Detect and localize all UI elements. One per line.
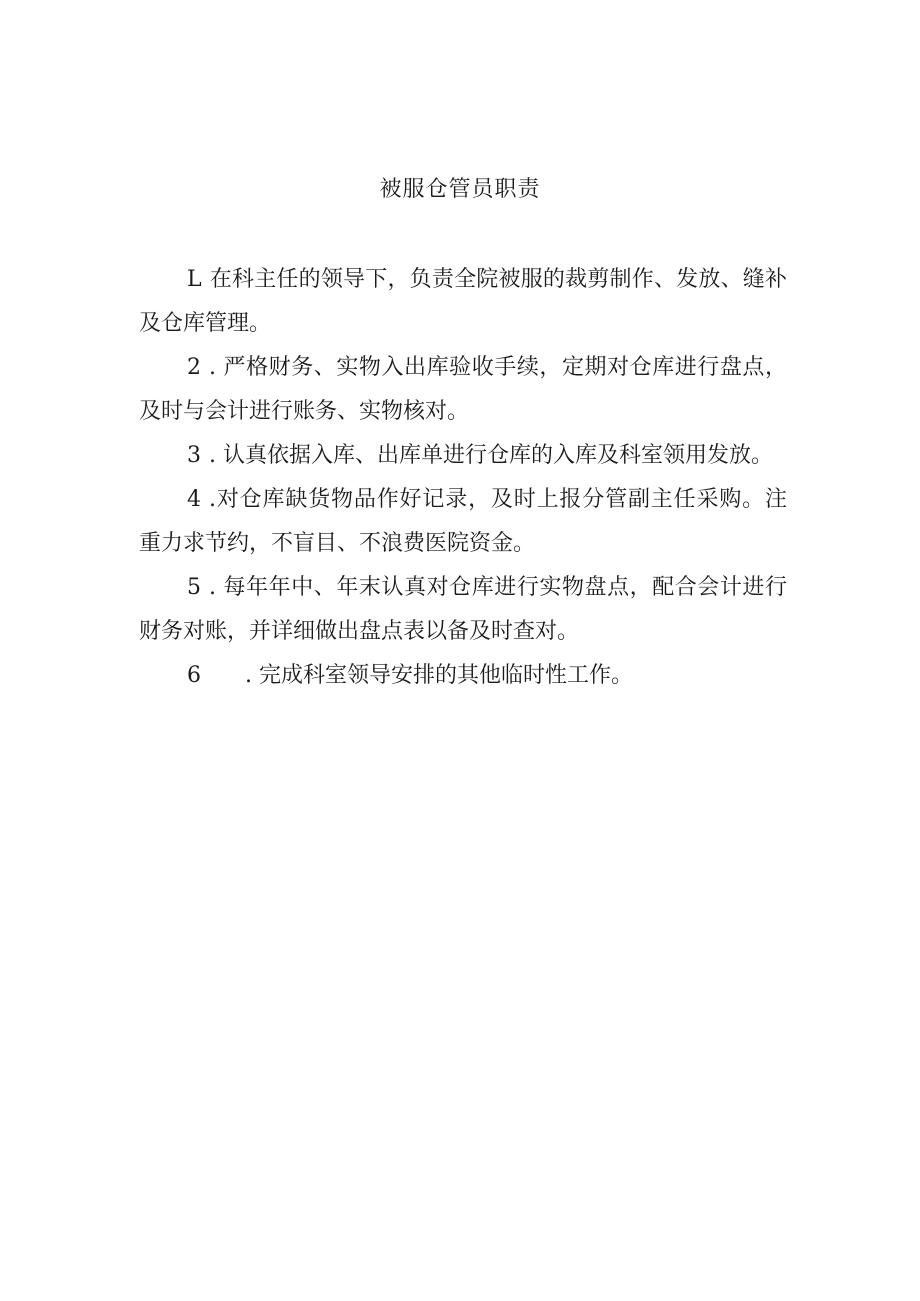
item-number: 3 [187,443,201,468]
item-number: 4 [187,487,201,512]
item-text: . 严格财务、实物入出库验收手续，定期对仓库进行盘点，及时与会计进行账务、实物核对。 [139,355,787,424]
document-title: 被服仓管员职责 [379,177,541,202]
document-body [139,258,787,698]
list-item [139,434,787,478]
item-number: L [187,267,202,292]
item-number: 6 [187,663,201,688]
list-item [139,346,787,434]
list-item [139,478,787,566]
item-number: 2 [187,355,201,380]
item-number: 5 [187,575,201,600]
list-item [139,566,787,654]
list-item [139,654,787,698]
item-text: . 完成科室领导安排的其他临时性工作。 [245,663,633,688]
item-text: . 认真依据入库、出库单进行仓库的入库及科室领用发放。 [209,443,773,468]
item-text: . 每年年中、年末认真对仓库进行实物盘点，配合会计进行财务对账，并详细做出盘点表以备及时查对。 [139,575,787,644]
item-text: .对仓库缺货物品作好记录，及时上报分管副主任采购。注重力求节约，不盲目、不浪费医院资金。 [139,487,787,556]
item-text: 在科主任的领导下，负责全院被服的裁剪制作、发放、缝补及仓库管理。 [139,267,787,336]
list-item [139,258,787,346]
